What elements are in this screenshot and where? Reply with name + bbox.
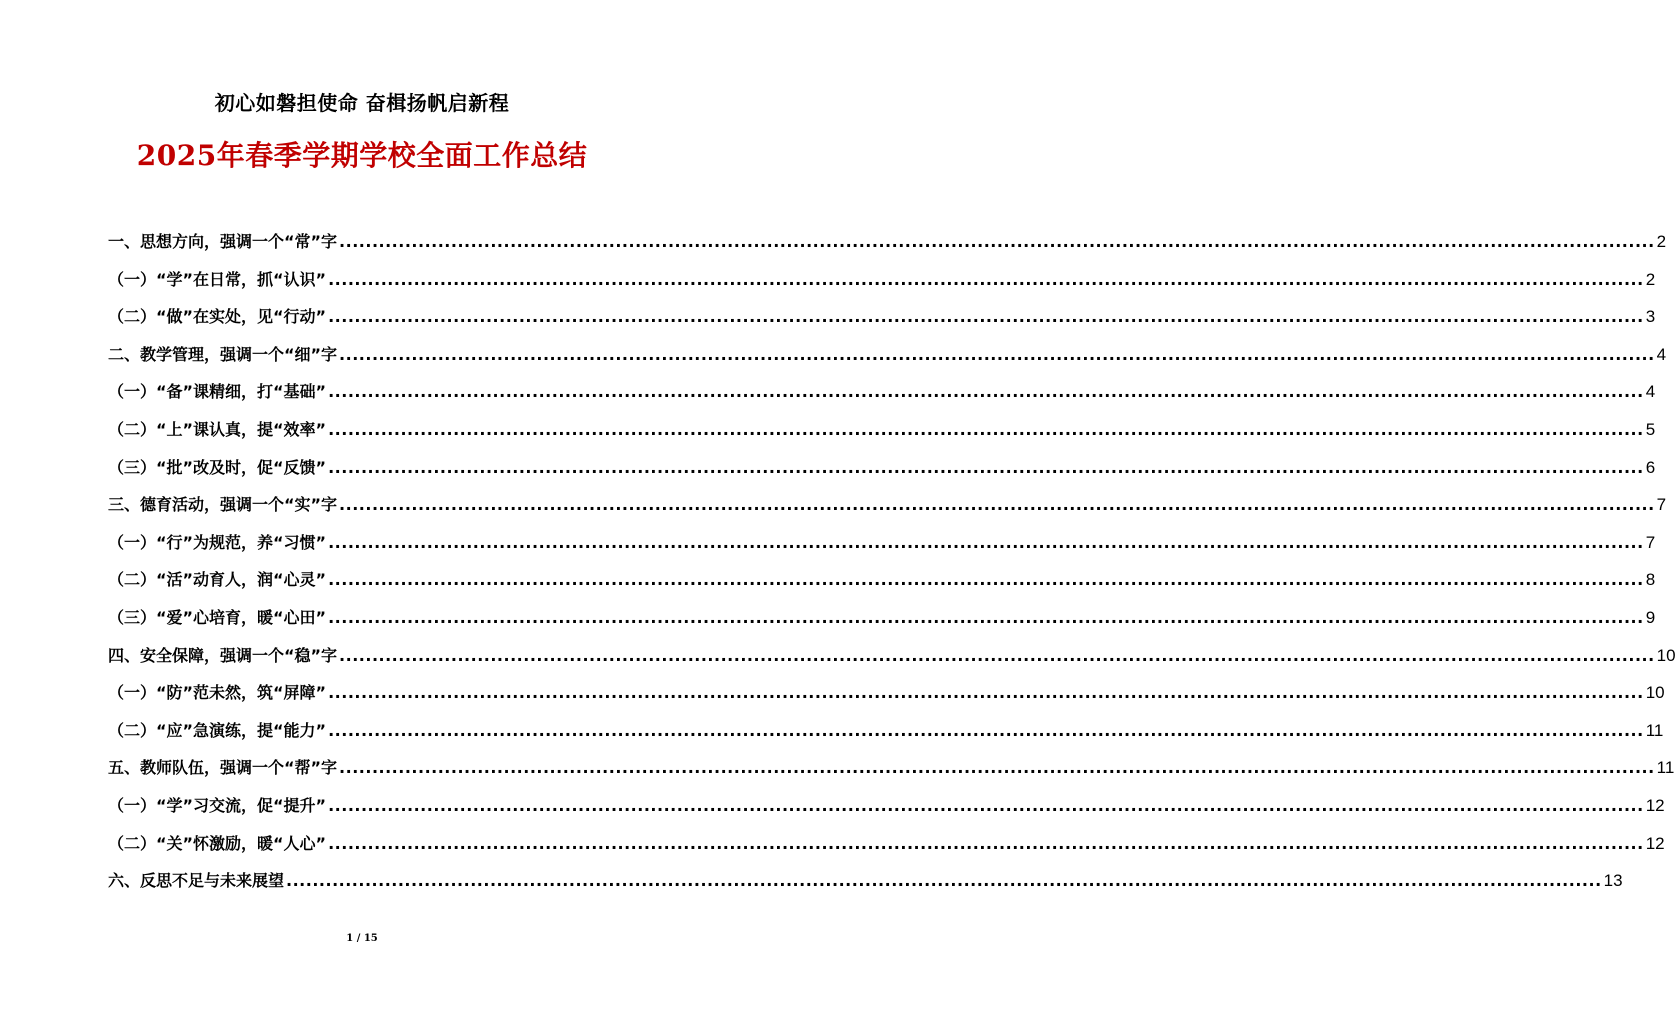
toc-dot-leader: ........................................................................................................................................................................................................ [339, 495, 1655, 515]
toc-dot-leader: ........................................................................................................................................................................................................ [339, 344, 1655, 364]
toc-entry-label: （一）“学”习交流，促“提升” [108, 795, 327, 815]
toc-dot-leader: ........................................................................................................................................................................................................ [328, 833, 1644, 853]
toc-dot-leader: ........................................................................................................................................................................................................ [328, 607, 1644, 627]
toc-entry[interactable] [108, 411, 1656, 449]
toc-dot-leader: ........................................................................................................................................................................................................ [328, 457, 1644, 477]
toc-entry-page: 7 [1645, 532, 1656, 552]
toc-entry[interactable] [108, 261, 1656, 299]
toc-entry-page: 10 [1645, 683, 1665, 703]
toc-dot-leader: ........................................................................................................................................................................................................ [328, 683, 1644, 703]
toc-entry-label: （一）“防”范未然，筑“屏障” [108, 683, 327, 703]
toc-dot-leader: ........................................................................................................................................................................................................ [339, 232, 1655, 251]
toc-dot-leader: ........................................................................................................................................................................................................ [328, 307, 1644, 327]
toc-entry-label: 五、教师队伍，强调一个“帮”字 [108, 758, 338, 778]
toc-entry[interactable] [108, 749, 1675, 787]
toc-dot-leader: ........................................................................................................................................................................................................ [328, 795, 1644, 815]
toc-entry-page: 5 [1645, 419, 1656, 439]
toc-entry-page: 12 [1645, 833, 1665, 853]
toc-entry[interactable] [108, 486, 1667, 524]
toc-entry[interactable] [108, 787, 1665, 825]
toc-entry-label: （三）“批”改及时，促“反馈” [108, 457, 327, 477]
toc-entry-page: 12 [1645, 795, 1665, 815]
toc-entry-page: 13 [1603, 871, 1623, 891]
toc-entry[interactable] [108, 336, 1667, 374]
toc-entry-label: 四、安全保障，强调一个“稳”字 [108, 645, 338, 665]
toc-entry-label: （二）“活”动育人，润“心灵” [108, 570, 327, 590]
toc-entry-page: 8 [1645, 570, 1656, 590]
toc-entry-label: 一、思想方向，强调一个“常”字 [108, 232, 338, 251]
toc-entry-page: 11 [1656, 758, 1675, 778]
toc-entry[interactable] [108, 373, 1656, 411]
document-title: 2025年春季学期学校全面工作总结 [136, 139, 588, 172]
toc-entry[interactable] [108, 862, 1623, 900]
toc-entry-page: 6 [1645, 457, 1656, 477]
document-subtitle: 初心如磐担使命 奋楫扬帆启新程 [214, 91, 510, 115]
toc-dot-leader: ........................................................................................................................................................................................................ [339, 645, 1655, 665]
toc-entry-page: 7 [1656, 495, 1667, 515]
toc-dot-leader: ........................................................................................................................................................................................................ [339, 758, 1655, 778]
toc-dot-leader: ........................................................................................................................................................................................................ [286, 871, 1602, 891]
toc-entry-page: 2 [1645, 269, 1656, 289]
toc-entry[interactable] [108, 674, 1665, 712]
toc-entry[interactable] [108, 712, 1664, 750]
toc-entry-page: 4 [1656, 344, 1667, 364]
toc-entry-label: （二）“上”课认真，提“效率” [108, 419, 327, 439]
toc-entry-page: 11 [1645, 720, 1664, 740]
toc-entry[interactable] [108, 599, 1656, 637]
toc-entry[interactable] [108, 637, 1676, 675]
toc-dot-leader: ........................................................................................................................................................................................................ [328, 419, 1644, 439]
table-of-contents [108, 223, 1676, 900]
toc-entry-label: （三）“爱”心培育，暖“心田” [108, 607, 327, 627]
toc-entry[interactable] [108, 298, 1656, 336]
toc-dot-leader: ........................................................................................................................................................................................................ [328, 532, 1644, 552]
toc-entry-page: 9 [1645, 607, 1656, 627]
toc-entry-label: （一）“学”在日常，抓“认识” [108, 269, 327, 289]
toc-dot-leader: ........................................................................................................................................................................................................ [328, 382, 1644, 402]
toc-entry-label: （一）“备”课精细，打“基础” [108, 382, 327, 402]
toc-entry-label: 三、德育活动，强调一个“实”字 [108, 495, 338, 515]
toc-entry-label: （二）“关”怀激励，暖“人心” [108, 833, 327, 853]
toc-entry-page: 4 [1645, 382, 1656, 402]
toc-entry-page: 10 [1656, 645, 1676, 665]
toc-entry[interactable] [108, 223, 1667, 261]
toc-entry[interactable] [108, 449, 1656, 487]
toc-entry-page: 2 [1656, 232, 1667, 251]
toc-entry-label: （二）“应”急演练，提“能力” [108, 720, 327, 740]
toc-dot-leader: ........................................................................................................................................................................................................ [328, 269, 1644, 289]
toc-entry-label: 二、教学管理，强调一个“细”字 [108, 344, 338, 364]
toc-entry[interactable] [108, 561, 1656, 599]
toc-entry[interactable] [108, 524, 1656, 562]
toc-entry-page: 3 [1645, 307, 1656, 327]
toc-dot-leader: ........................................................................................................................................................................................................ [328, 570, 1644, 590]
page-indicator: 1 / 15 [346, 933, 378, 944]
toc-dot-leader: ........................................................................................................................................................................................................ [328, 720, 1644, 740]
toc-entry-label: 六、反思不足与未来展望 [108, 871, 285, 891]
toc-entry-label: （二）“做”在实处，见“行动” [108, 307, 327, 327]
toc-entry[interactable] [108, 825, 1665, 863]
toc-entry-label: （一）“行”为规范，养“习惯” [108, 532, 327, 552]
